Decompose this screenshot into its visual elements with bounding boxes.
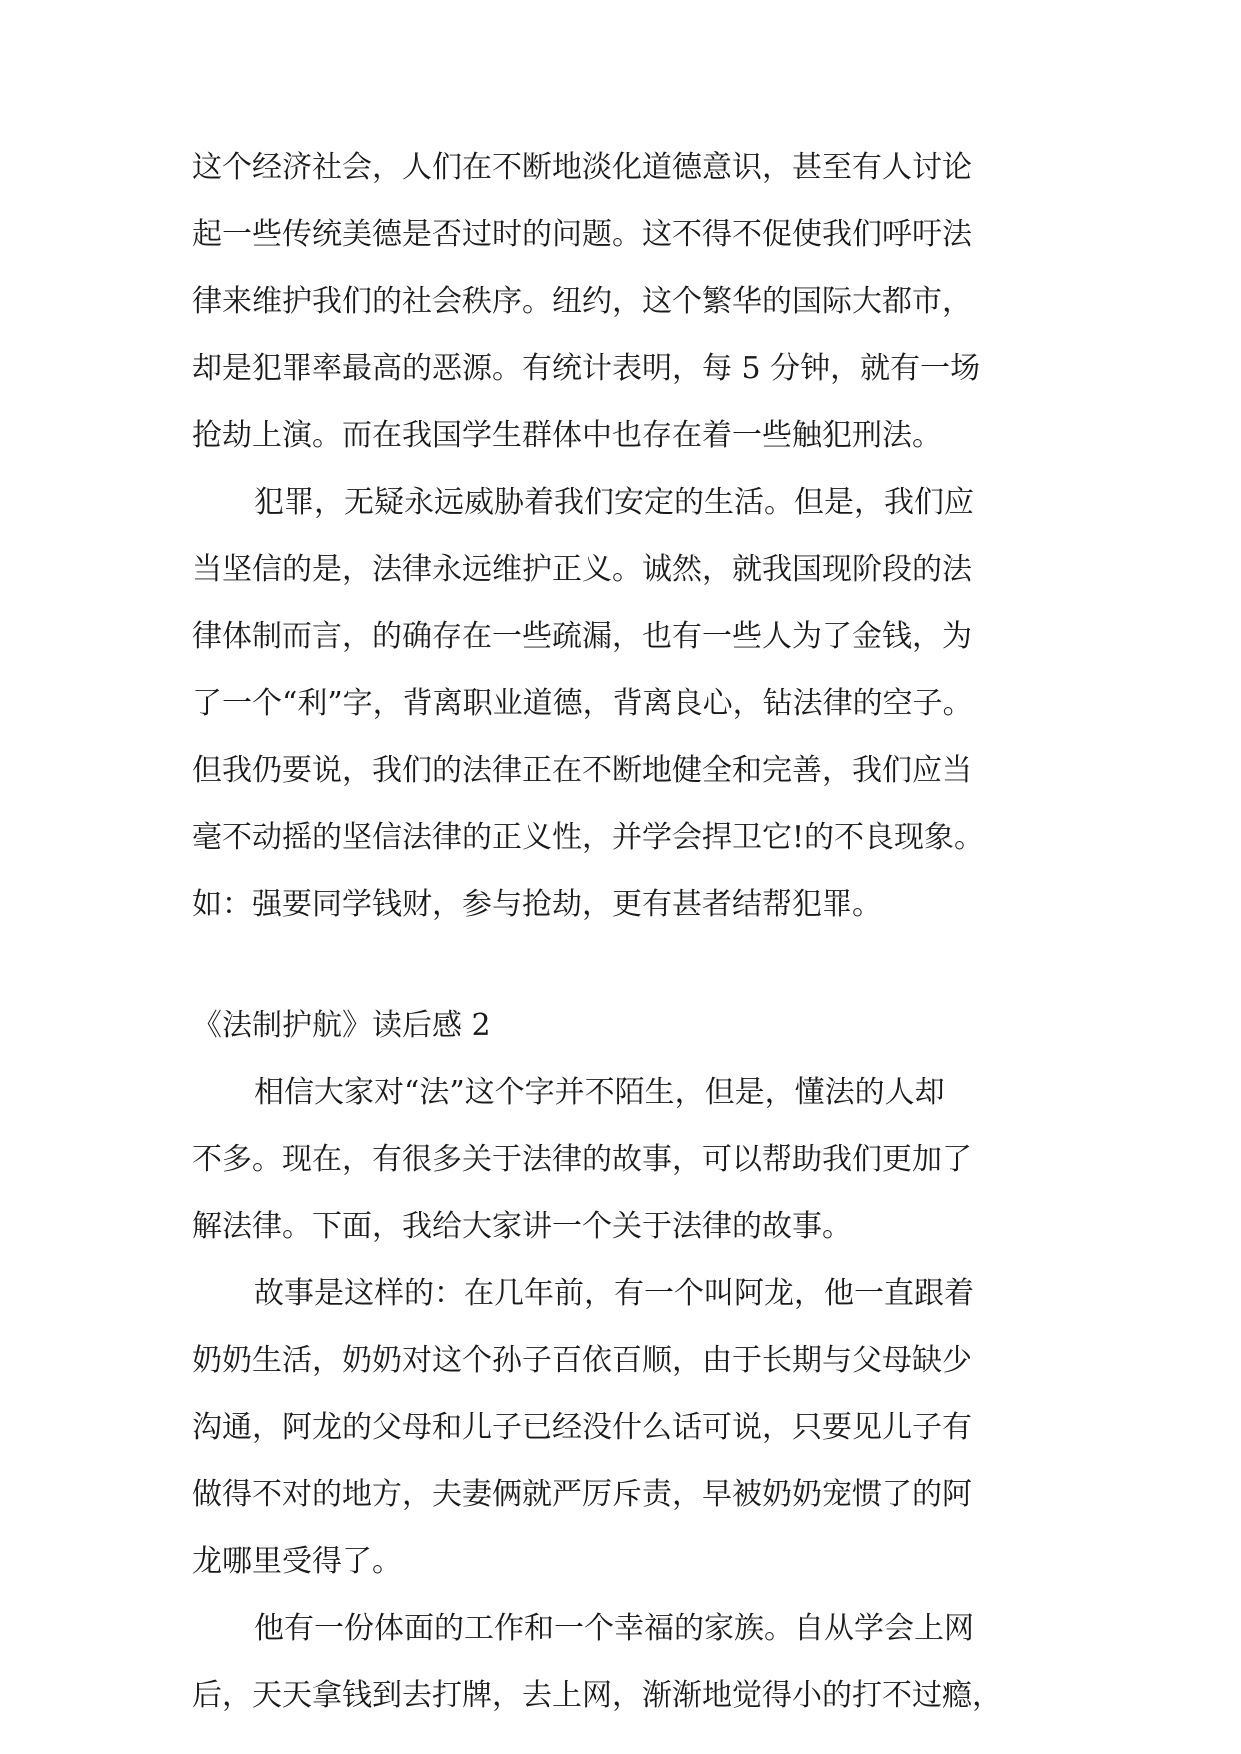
- paragraph-line: 了一个“利”字，背离职业道德，背离良心，钻法律的空子。: [192, 686, 973, 721]
- paragraph-line: 却是犯罪率最高的恶源。有统计表明，每 5 分钟，就有一场: [192, 351, 981, 386]
- paragraph-first-line: 故事是这样的：在几年前，有一个叫阿龙，他一直跟着: [254, 1276, 974, 1311]
- paragraph-line: 毫不动摇的坚信法律的正义性，并学会捍卫它!的不良现象。: [192, 820, 985, 855]
- paragraph-line: 起一些传统美德是否过时的问题。这不得不促使我们呼吁法: [192, 217, 972, 252]
- paragraph-line: 抢劫上演。而在我国学生群体中也存在着一些触犯刑法。: [192, 418, 942, 453]
- paragraph-first-line: 他有一份体面的工作和一个幸福的家族。自从学会上网: [254, 1611, 974, 1646]
- paragraph-line: 奶奶生活，奶奶对这个孙子百依百顺，由于长期与父母缺少: [192, 1343, 972, 1378]
- paragraph-line: 当坚信的是，法律永远维护正义。诚然，就我国现阶段的法: [192, 552, 972, 587]
- paragraph-line: 不多。现在，有很多关于法律的故事，可以帮助我们更加了: [192, 1142, 972, 1177]
- paragraph-line: 做得不对的地方，夫妻俩就严厉斥责，早被奶奶宠惯了的阿: [192, 1477, 972, 1512]
- paragraph-line: 解法律。下面，我给大家讲一个关于法律的故事。: [192, 1209, 852, 1244]
- paragraph-line: 律体制而言，的确存在一些疏漏，也有一些人为了金钱，为: [192, 619, 972, 654]
- paragraph-first-line: 相信大家对“法”这个字并不陌生，但是，懂法的人却: [254, 1075, 945, 1110]
- paragraph-line: 沟通，阿龙的父母和儿子已经没什么话可说，只要见儿子有: [192, 1410, 972, 1445]
- paragraph-line: 后，天天拿钱到去打牌，去上网，渐渐地觉得小的打不过瘾，: [192, 1678, 1002, 1713]
- paragraph-line: 龙哪里受得了。: [192, 1544, 402, 1579]
- section-heading: 《法制护航》读后感 2: [192, 1008, 491, 1043]
- paragraph-line: 这个经济社会，人们在不断地淡化道德意识，甚至有人讨论: [192, 150, 972, 185]
- paragraph-first-line: 犯罪，无疑永远威胁着我们安定的生活。但是，我们应: [254, 485, 974, 520]
- paragraph-line: 律来维护我们的社会秩序。纽约，这个繁华的国际大都市，: [192, 284, 972, 319]
- paragraph-line: 但我仍要说，我们的法律正在不断地健全和完善，我们应当: [192, 753, 972, 788]
- paragraph-line: 如：强要同学钱财，参与抢劫，更有甚者结帮犯罪。: [192, 887, 882, 922]
